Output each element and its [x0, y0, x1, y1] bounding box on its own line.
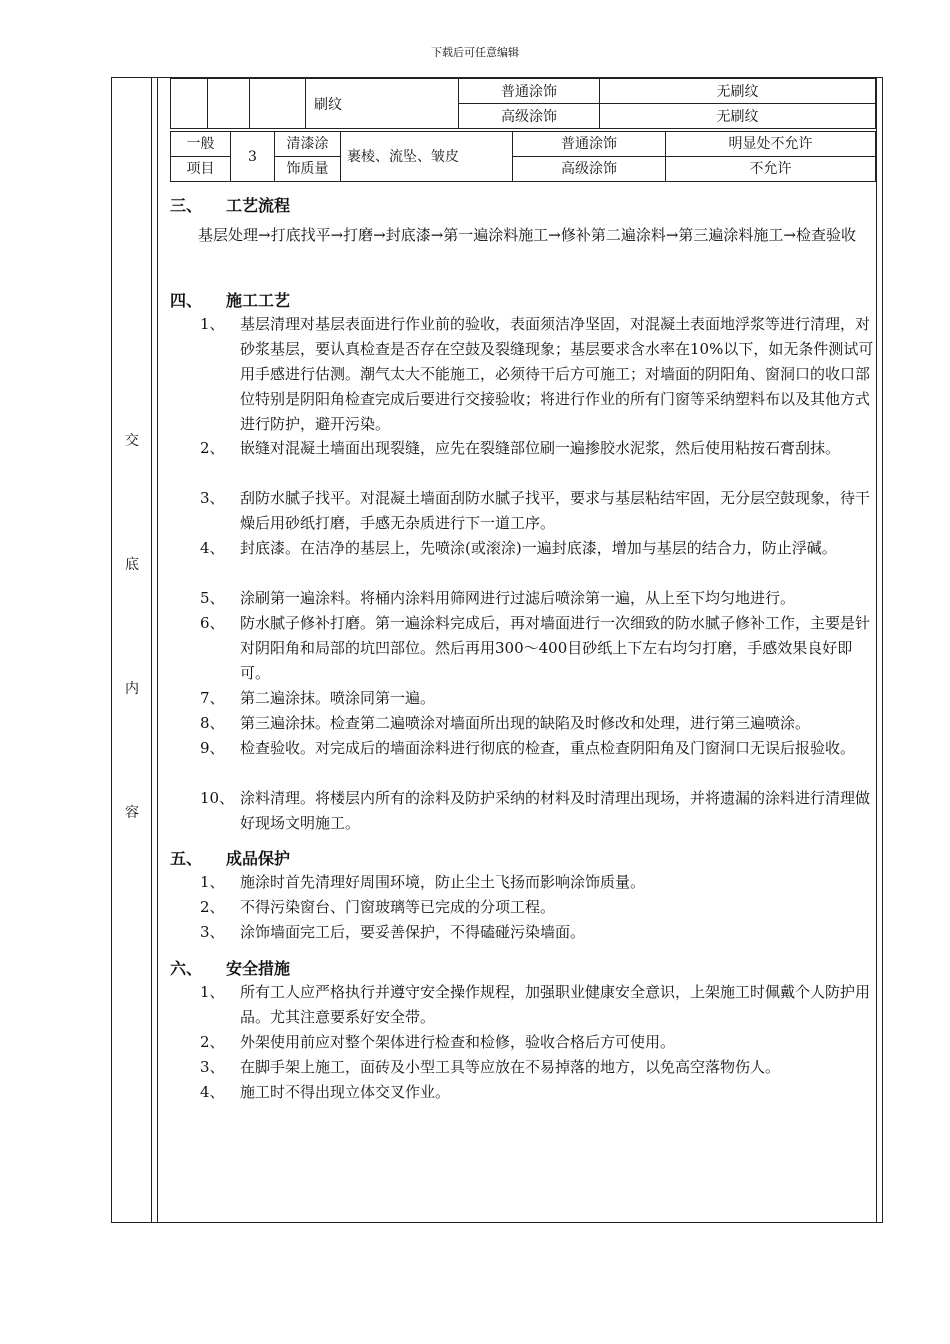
list-item: 1、 所有工人应严格执行并遵守安全操作规程，加强职业健康安全意识，上架施工时佩戴个人防护用品。尤其注意要系好安全带。 — [200, 983, 871, 1026]
value-cell: 明显处不允许 — [666, 132, 876, 157]
list-item: 8、 第三遍涂抹。检查第二遍喷涂对墙面所出现的缺陷及时修改和处理，进行第三遍喷涂。 — [200, 714, 811, 732]
content-area — [157, 78, 877, 1222]
left-label-char: 交 — [125, 433, 139, 449]
left-label-column — [112, 78, 152, 1222]
item-cell: 饰质量 — [275, 157, 341, 182]
value-cell: 无刷纹 — [600, 104, 876, 129]
category-cell: 项目 — [171, 157, 231, 182]
list-item: 1、 施涂时首先清理好周围环境，防止尘土飞扬而影响涂饰质量。 — [200, 873, 646, 891]
grade-cell: 普通涂饰 — [513, 132, 666, 157]
grade-cell: 高级涂饰 — [459, 104, 600, 129]
number-cell: 3 — [231, 132, 275, 182]
list-item: 9、 检查验收。对完成后的墙面涂料进行彻底的检查，重点检查阴阳角及门窗洞口无误后报验收。 — [200, 739, 856, 757]
left-label-char: 内 — [125, 681, 139, 697]
value-cell: 不允许 — [666, 157, 876, 182]
section-heading: 六、 安全措施 — [170, 959, 291, 978]
list-item: 2、 不得污染窗台、门窗玻璃等已完成的分项工程。 — [200, 898, 556, 916]
list-item: 3、 刮防水腻子找平。对混凝土墙面刮防水腻子找平，要求与基层粘结牢固，无分层空鼓现象，待干燥后用砂纸打磨，手感无杂质进行下一道工序。 — [200, 489, 871, 532]
left-label-char: 容 — [125, 805, 139, 821]
list-item: 2、 嵌缝对混凝土墙面出现裂缝，应先在裂缝部位刷一遍掺胶水泥浆，然后使用粘按石膏刮抹。 — [200, 439, 841, 457]
value-cell: 无刷纹 — [600, 79, 876, 104]
list-item: 6、 防水腻子修补打磨。第一遍涂料完成后，再对墙面进行一次细致的防水腻子修补工作，主要是针对阴阳角和局部的坑凹部位。然后再用300～400目砂纸上下左右均匀打磨，手感效果良好即可。 — [200, 614, 871, 682]
list-item: 3、 涂饰墙面完工后，要妥善保护，不得磕碰污染墙面。 — [200, 923, 586, 941]
item-cell: 清漆涂 — [275, 132, 341, 157]
grade-cell: 普通涂饰 — [459, 79, 600, 104]
process-flow-text: 基层处理→打底找平→打磨→封底漆→第一遍涂料施工→修补第二遍涂料→第三遍涂料施工→检查验收 — [198, 226, 856, 244]
grade-cell: 高级涂饰 — [513, 157, 666, 182]
list-item: 10、 涂料清理。将楼层内所有的涂料及防护采纳的材料及时清理出现场，并将遗漏的涂料进行清理做好现场文明施工。 — [200, 789, 871, 832]
item-cell: 刷纹 — [306, 79, 459, 129]
section-heading: 五、 成品保护 — [170, 849, 291, 868]
category-cell: 一般 — [171, 132, 231, 157]
list-item: 4、 施工时不得出现立体交叉作业。 — [200, 1083, 451, 1101]
section-heading: 三、 工艺流程 — [170, 196, 291, 215]
inspection-table-general — [170, 131, 876, 182]
list-item: 7、 第二遍涂抹。喷涂同第一遍。 — [200, 689, 436, 707]
inspection-table-top — [170, 78, 876, 129]
section-heading: 四、 施工工艺 — [170, 291, 291, 310]
list-item: 4、 封底漆。在洁净的基层上，先喷涂(或滚涂)一遍封底漆，增加与基层的结合力，防止浮碱。 — [200, 539, 837, 557]
list-item: 2、 外架使用前应对整个架体进行检查和检修，验收合格后方可使用。 — [200, 1033, 676, 1051]
list-item: 5、 涂刷第一遍涂料。将桶内涂料用筛网进行过滤后喷涂第一遍，从上至下均匀地进行。 — [200, 589, 796, 607]
list-item: 1、 基层清理对基层表面进行作业前的验收，表面须洁净坚固，对混凝土表面地浮浆等进行清理，对砂浆基层，要认真检查是否存在空鼓及裂缝现象；基层要求含水率在10%以下，如无条件测试可用手感进行估测。潮气太大不能施工，必须待干后方可施工；对墙面的阴阳角、窗洞口的收口部位特别是阴阳角检查完成后要进行交接验收；将进行作业的所有门窗等采纳塑料布以及其他方式进行防护，避开污染。 — [200, 315, 874, 433]
list-item: 3、 在脚手架上施工，面砖及小型工具等应放在不易掉落的地方，以免高空落物伤人。 — [200, 1058, 781, 1076]
page-header: 下载后可任意编辑 — [431, 46, 519, 59]
desc-cell: 裹棱、流坠、皱皮 — [341, 132, 513, 182]
disclosure-form — [111, 77, 883, 1223]
left-label-char: 底 — [125, 557, 139, 573]
